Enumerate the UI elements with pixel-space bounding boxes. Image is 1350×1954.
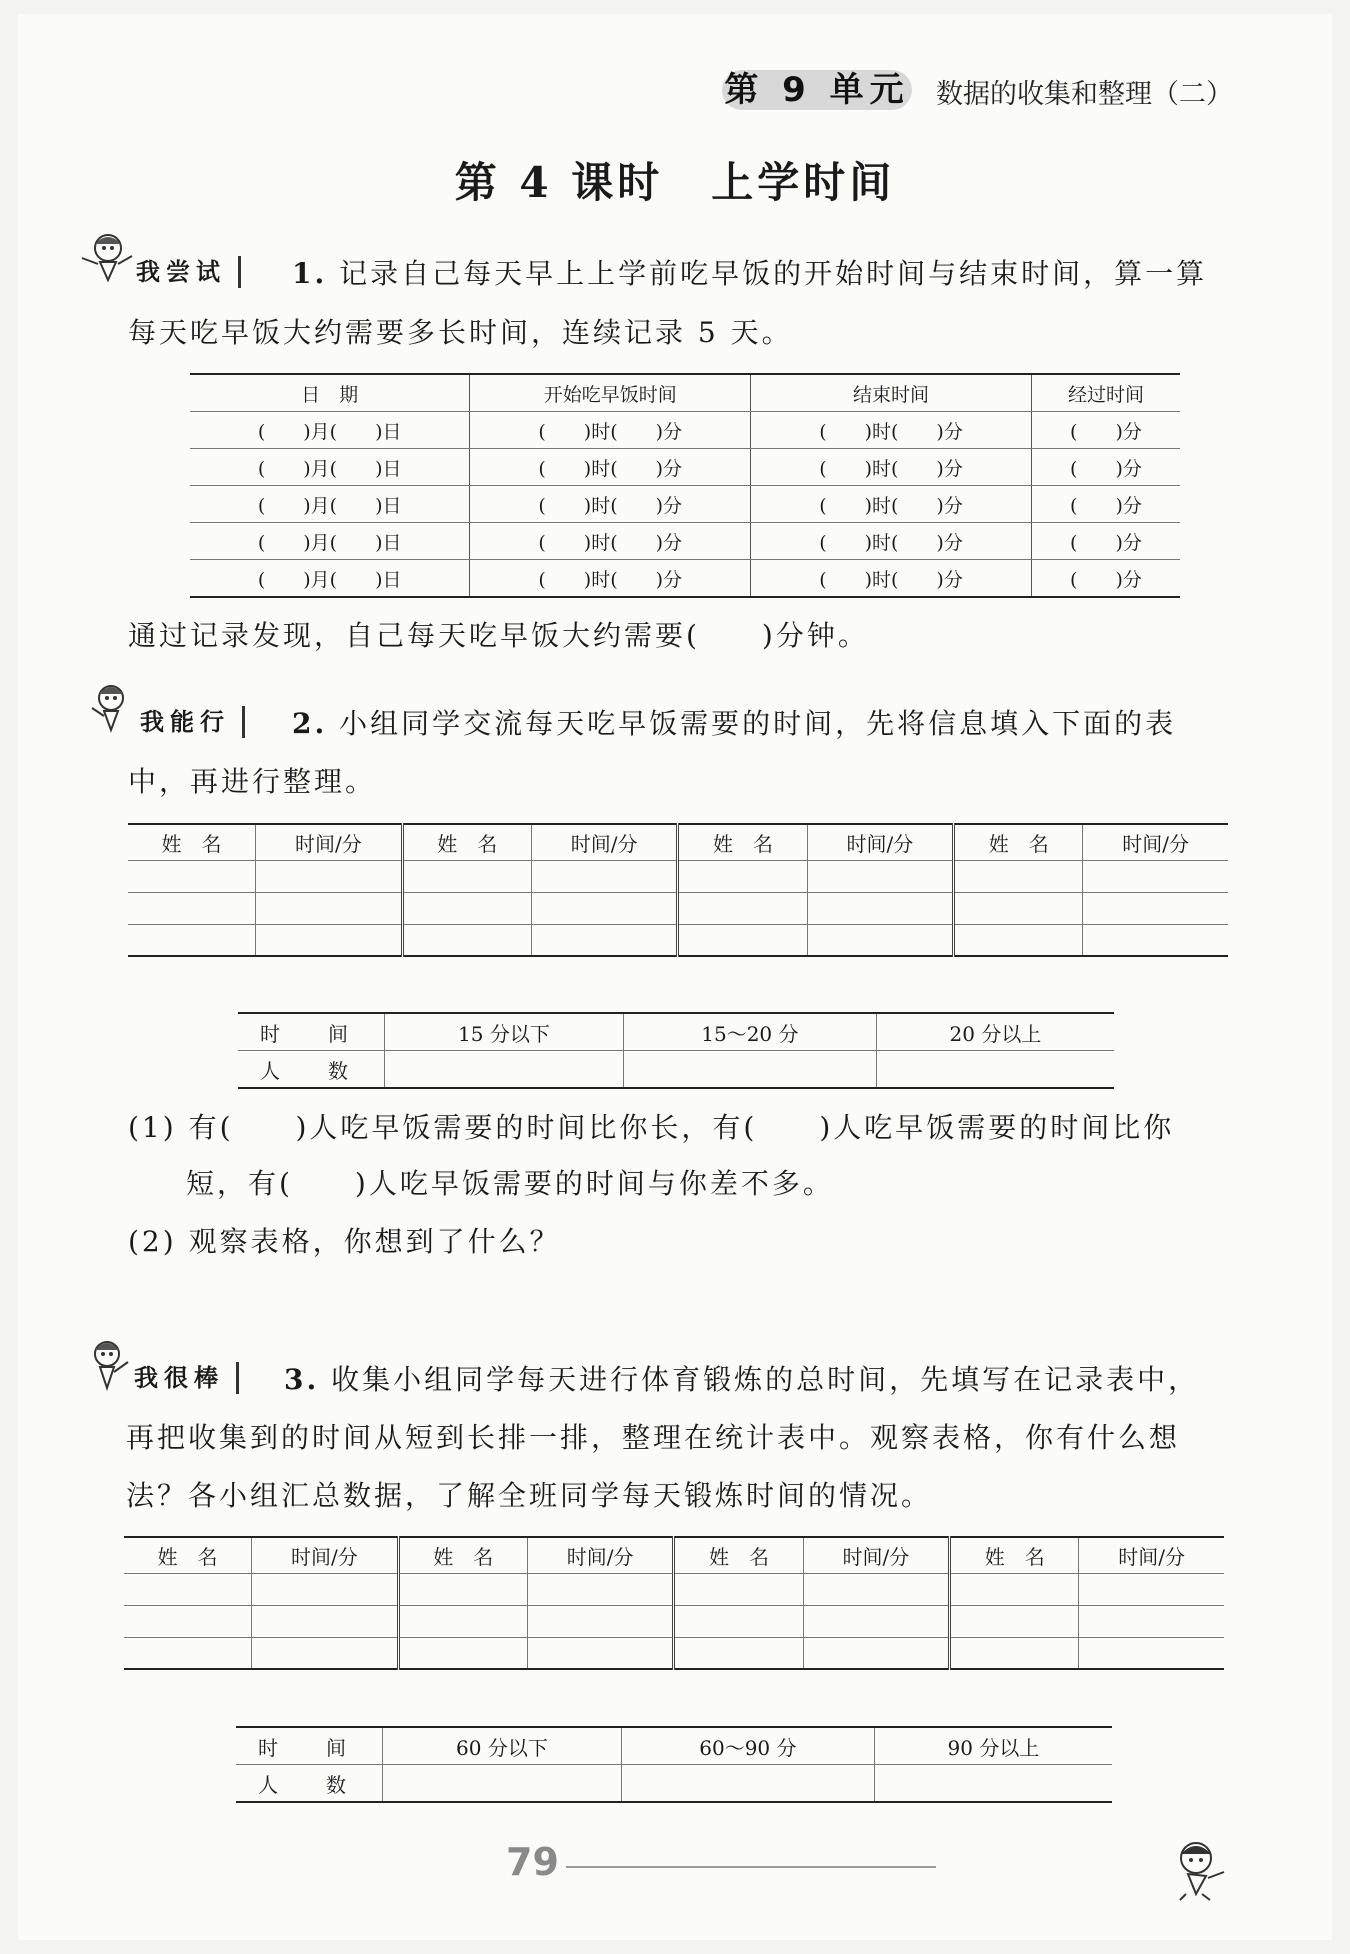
lesson-topic: 上学时间 bbox=[711, 158, 896, 207]
section1-conclusion: 通过记录发现，自己每天吃早饭大约需要( )分钟。 bbox=[128, 619, 869, 652]
section1-number: 1. bbox=[292, 257, 328, 290]
footer-rule bbox=[566, 1866, 936, 1868]
name-cell[interactable] bbox=[678, 924, 807, 956]
col-header-name: 姓 名 bbox=[678, 824, 807, 860]
col-header-name: 姓 名 bbox=[950, 1537, 1079, 1573]
table-row bbox=[124, 1605, 1224, 1637]
section1-text-line1 bbox=[292, 254, 1207, 294]
time-cell[interactable] bbox=[807, 892, 954, 924]
end-time-cell[interactable]: ( )时( )分 bbox=[751, 449, 1032, 486]
lesson-title bbox=[0, 150, 1350, 210]
name-cell[interactable] bbox=[398, 1573, 527, 1605]
name-cell[interactable] bbox=[124, 1637, 252, 1669]
name-cell[interactable] bbox=[128, 892, 256, 924]
end-time-cell[interactable]: ( )时( )分 bbox=[751, 560, 1032, 598]
name-cell[interactable] bbox=[954, 924, 1083, 956]
date-cell[interactable]: ( )月( )日 bbox=[190, 412, 470, 449]
duration-cell[interactable]: ( )分 bbox=[1031, 449, 1180, 486]
section2-text: 小组同学交流每天吃早饭需要的时间，先将信息填入下面的表 bbox=[339, 707, 1177, 740]
col-header-time: 时间/分 bbox=[252, 1537, 399, 1573]
time-cell[interactable] bbox=[527, 1605, 674, 1637]
time-cell[interactable] bbox=[256, 924, 403, 956]
start-time-cell[interactable]: ( )时( )分 bbox=[470, 449, 751, 486]
col-header-name: 姓 名 bbox=[128, 824, 256, 860]
col-header-name: 姓 名 bbox=[398, 1537, 527, 1573]
count-cell[interactable] bbox=[876, 1051, 1114, 1089]
table-row bbox=[124, 1573, 1224, 1605]
time-cell[interactable] bbox=[803, 1573, 950, 1605]
time-cell[interactable] bbox=[256, 892, 403, 924]
exercise-stat-table bbox=[236, 1726, 1112, 1803]
lesson-number: 第 4 课时 bbox=[454, 158, 664, 207]
stat-header-count: 人 数 bbox=[238, 1051, 385, 1089]
section3-number: 3. bbox=[284, 1363, 320, 1396]
col-header-name: 姓 名 bbox=[674, 1537, 803, 1573]
time-cell[interactable] bbox=[807, 924, 954, 956]
name-cell[interactable] bbox=[128, 924, 256, 956]
group-breakfast-record-table bbox=[128, 823, 1228, 957]
name-cell[interactable] bbox=[954, 860, 1083, 892]
duration-cell[interactable]: ( )分 bbox=[1031, 560, 1180, 598]
time-cell[interactable] bbox=[256, 860, 403, 892]
stat-header-count: 人 数 bbox=[236, 1765, 383, 1803]
time-cell[interactable] bbox=[1083, 892, 1228, 924]
duration-cell[interactable]: ( )分 bbox=[1031, 523, 1180, 560]
name-cell[interactable] bbox=[954, 892, 1083, 924]
stat-range-2: 15～20 分 bbox=[623, 1013, 876, 1051]
name-cell[interactable] bbox=[674, 1637, 803, 1669]
section2-tag: 我能行 bbox=[140, 706, 245, 738]
col-header-time: 时间/分 bbox=[803, 1537, 950, 1573]
col-header-name: 姓 名 bbox=[124, 1537, 252, 1573]
time-cell[interactable] bbox=[807, 860, 954, 892]
col-header-time: 时间/分 bbox=[531, 824, 678, 860]
section3-text-line2: 再把收集到的时间从短到长排一排，整理在统计表中。观察表格，你有什么想 bbox=[126, 1421, 1181, 1454]
count-cell[interactable] bbox=[623, 1051, 876, 1089]
date-cell[interactable]: ( )月( )日 bbox=[190, 560, 470, 598]
table-row bbox=[190, 412, 1180, 449]
section2-text-line2: 中，再进行整理。 bbox=[128, 765, 377, 798]
stat-header-time: 时 间 bbox=[236, 1727, 383, 1765]
start-time-cell[interactable]: ( )时( )分 bbox=[470, 486, 751, 523]
question-1-line2: 短，有( )人吃早饭需要的时间与你差不多。 bbox=[186, 1167, 834, 1200]
name-cell[interactable] bbox=[402, 860, 531, 892]
end-time-cell[interactable]: ( )时( )分 bbox=[751, 486, 1032, 523]
stat-header-time: 时 间 bbox=[238, 1013, 385, 1051]
count-cell[interactable] bbox=[385, 1051, 624, 1089]
time-cell[interactable] bbox=[1083, 924, 1228, 956]
stat-range-3: 90 分以上 bbox=[874, 1727, 1112, 1765]
name-cell[interactable] bbox=[674, 1605, 803, 1637]
col-header-time: 时间/分 bbox=[527, 1537, 674, 1573]
section1-text: 记录自己每天早上上学前吃早饭的开始时间与结束时间，算一算 bbox=[339, 257, 1208, 290]
section2-number: 2. bbox=[292, 707, 328, 740]
time-cell[interactable] bbox=[252, 1637, 399, 1669]
section3-text: 收集小组同学每天进行体育锻炼的总时间，先填写在记录表中， bbox=[331, 1363, 1200, 1396]
girl-mascot-icon bbox=[78, 228, 134, 288]
time-cell[interactable] bbox=[527, 1573, 674, 1605]
count-cell[interactable] bbox=[383, 1765, 622, 1803]
table-row bbox=[190, 449, 1180, 486]
name-cell[interactable] bbox=[402, 892, 531, 924]
time-cell[interactable] bbox=[531, 860, 678, 892]
breakfast-record-table bbox=[190, 373, 1180, 598]
section2-text-line1 bbox=[292, 704, 1176, 744]
count-cell[interactable] bbox=[874, 1765, 1112, 1803]
girl-mascot-icon bbox=[86, 680, 136, 740]
table-row bbox=[190, 486, 1180, 523]
table-row bbox=[190, 523, 1180, 560]
group-exercise-record-table bbox=[124, 1536, 1224, 1670]
girl-mascot-icon bbox=[82, 1336, 132, 1398]
boy-mascot-icon bbox=[1168, 1836, 1232, 1904]
section3-text-line1 bbox=[284, 1360, 1199, 1400]
name-cell[interactable] bbox=[398, 1637, 527, 1669]
time-cell[interactable] bbox=[252, 1605, 399, 1637]
date-cell[interactable]: ( )月( )日 bbox=[190, 523, 470, 560]
col-header-time: 时间/分 bbox=[1079, 1537, 1224, 1573]
name-cell[interactable] bbox=[950, 1573, 1079, 1605]
duration-cell[interactable]: ( )分 bbox=[1031, 486, 1180, 523]
table-row bbox=[128, 860, 1228, 892]
name-cell[interactable] bbox=[678, 892, 807, 924]
time-cell[interactable] bbox=[1079, 1605, 1224, 1637]
time-cell[interactable] bbox=[1079, 1637, 1224, 1669]
time-cell[interactable] bbox=[1079, 1573, 1224, 1605]
name-cell[interactable] bbox=[674, 1573, 803, 1605]
section3-tag: 我很棒 bbox=[134, 1362, 239, 1394]
time-cell[interactable] bbox=[531, 892, 678, 924]
question-2: (2) 观察表格，你想到了什么？ bbox=[128, 1225, 561, 1258]
unit-subtitle: 数据的收集和整理（二） bbox=[936, 79, 1233, 110]
name-cell[interactable] bbox=[124, 1605, 252, 1637]
stat-range-2: 60～90 分 bbox=[621, 1727, 874, 1765]
col-header-time: 时间/分 bbox=[807, 824, 954, 860]
duration-cell[interactable]: ( )分 bbox=[1031, 412, 1180, 449]
time-cell[interactable] bbox=[803, 1605, 950, 1637]
time-cell[interactable] bbox=[252, 1573, 399, 1605]
unit-badge: 第 9 单元 bbox=[722, 70, 912, 110]
time-cell[interactable] bbox=[803, 1637, 950, 1669]
section1-tag: 我尝试 bbox=[136, 256, 241, 288]
stat-range-1: 15 分以下 bbox=[385, 1013, 624, 1051]
breakfast-stat-table bbox=[238, 1012, 1114, 1089]
col-header-time: 时间/分 bbox=[256, 824, 403, 860]
name-cell[interactable] bbox=[124, 1573, 252, 1605]
date-cell[interactable]: ( )月( )日 bbox=[190, 486, 470, 523]
name-cell[interactable] bbox=[398, 1605, 527, 1637]
time-cell[interactable] bbox=[531, 924, 678, 956]
name-cell[interactable] bbox=[950, 1637, 1079, 1669]
end-time-cell[interactable]: ( )时( )分 bbox=[751, 523, 1032, 560]
page-number: 79 bbox=[506, 1840, 559, 1884]
name-cell[interactable] bbox=[950, 1605, 1079, 1637]
name-cell[interactable] bbox=[678, 860, 807, 892]
start-time-cell[interactable]: ( )时( )分 bbox=[470, 412, 751, 449]
stat-range-1: 60 分以下 bbox=[383, 1727, 622, 1765]
time-cell[interactable] bbox=[1083, 860, 1228, 892]
table-row bbox=[128, 892, 1228, 924]
table-row bbox=[190, 560, 1180, 598]
col-header-name: 姓 名 bbox=[402, 824, 531, 860]
name-cell[interactable] bbox=[128, 860, 256, 892]
col-header-duration: 经过时间 bbox=[1031, 374, 1180, 412]
stat-range-3: 20 分以上 bbox=[876, 1013, 1114, 1051]
time-cell[interactable] bbox=[527, 1637, 674, 1669]
end-time-cell[interactable]: ( )时( )分 bbox=[751, 412, 1032, 449]
col-header-date: 日 期 bbox=[190, 374, 470, 412]
table-row bbox=[124, 1637, 1224, 1669]
section3-text-line3: 法？各小组汇总数据，了解全班同学每天锻炼时间的情况。 bbox=[126, 1479, 933, 1512]
col-header-start: 开始吃早饭时间 bbox=[470, 374, 751, 412]
date-cell[interactable]: ( )月( )日 bbox=[190, 449, 470, 486]
start-time-cell[interactable]: ( )时( )分 bbox=[470, 560, 751, 598]
col-header-time: 时间/分 bbox=[1083, 824, 1228, 860]
col-header-end: 结束时间 bbox=[751, 374, 1032, 412]
table-row bbox=[128, 924, 1228, 956]
question-1-line1: (1) 有( )人吃早饭需要的时间比你长，有( )人吃早饭需要的时间比你 bbox=[128, 1111, 1175, 1144]
col-header-name: 姓 名 bbox=[954, 824, 1083, 860]
section1-text-line2: 每天吃早饭大约需要多长时间，连续记录 5 天。 bbox=[128, 316, 793, 349]
count-cell[interactable] bbox=[621, 1765, 874, 1803]
name-cell[interactable] bbox=[402, 924, 531, 956]
start-time-cell[interactable]: ( )时( )分 bbox=[470, 523, 751, 560]
